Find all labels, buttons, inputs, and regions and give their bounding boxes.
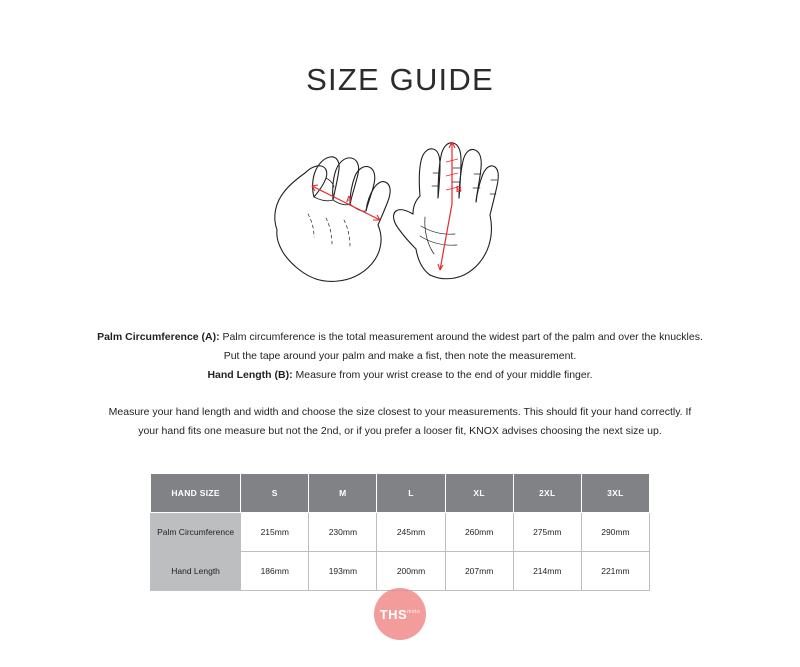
header-size-2xl: 2XL bbox=[513, 474, 581, 513]
palm-circumference-s: 215mm bbox=[241, 513, 309, 552]
hand-measurement-diagram bbox=[250, 118, 550, 313]
measurement-instructions bbox=[60, 328, 740, 385]
watermark-text-row bbox=[380, 608, 421, 621]
header-size-l: L bbox=[377, 474, 445, 513]
sizing-note-line-2: fits one measure but not the 2nd, or if you prefer a looser fit, KNOX advises choosing the next size up. bbox=[187, 425, 662, 437]
size-chart-header bbox=[151, 474, 650, 513]
instruction-line-palm bbox=[60, 328, 740, 347]
table-header-row bbox=[151, 474, 650, 513]
measurement-label-a: A bbox=[346, 195, 352, 204]
hand-length-m: 193mm bbox=[309, 552, 377, 591]
ths-moto-watermark bbox=[374, 588, 426, 640]
hand-length-xl: 207mm bbox=[445, 552, 513, 591]
palm-circumference-3xl: 290mm bbox=[581, 513, 649, 552]
measurement-line-b bbox=[438, 142, 458, 270]
instruction-label-length: Hand Length (B): bbox=[207, 369, 293, 381]
measurement-label-b: B bbox=[456, 185, 462, 194]
right-hand-illustration bbox=[394, 143, 499, 279]
instruction-line-tape: Put the tape around your palm and make a fist, then note the measurement. bbox=[223, 350, 577, 362]
sizing-note-line-1: Measure your hand length and width and choose the size closest to your measurements. This should fit your hand correctly. If your hand bbox=[108, 406, 692, 437]
watermark-main-text: THS bbox=[379, 606, 408, 622]
table-row bbox=[151, 513, 650, 552]
watermark-sub-text: moto bbox=[407, 608, 421, 615]
header-size-s: S bbox=[241, 474, 309, 513]
header-size-3xl: 3XL bbox=[581, 474, 649, 513]
header-size-xl: XL bbox=[445, 474, 513, 513]
header-hand-size: HAND SIZE bbox=[151, 474, 241, 513]
palm-circumference-m: 230mm bbox=[309, 513, 377, 552]
header-size-m: M bbox=[309, 474, 377, 513]
left-hand-illustration bbox=[275, 157, 390, 282]
palm-circumference-xl: 260mm bbox=[445, 513, 513, 552]
table-row bbox=[151, 552, 650, 591]
instruction-label-palm: Palm Circumference (A): bbox=[97, 331, 220, 343]
hand-length-2xl: 214mm bbox=[513, 552, 581, 591]
size-chart-table bbox=[150, 473, 650, 591]
palm-circumference-l: 245mm bbox=[377, 513, 445, 552]
instruction-text-length: Measure from your wrist crease to the end of your middle finger. bbox=[292, 369, 593, 381]
hand-length-l: 200mm bbox=[377, 552, 445, 591]
page-title: SIZE GUIDE bbox=[306, 62, 494, 97]
hand-length-s: 186mm bbox=[241, 552, 309, 591]
row-label-palm-circumference: Palm Circumference bbox=[151, 513, 241, 552]
instruction-text-palm: Palm circumference is the total measurement around the widest part of the palm and over the knuckles. bbox=[219, 331, 703, 343]
row-label-hand-length: Hand Length bbox=[151, 552, 241, 591]
size-chart-body bbox=[151, 513, 650, 591]
palm-circumference-2xl: 275mm bbox=[513, 513, 581, 552]
sizing-note bbox=[100, 403, 700, 441]
instruction-line-length bbox=[60, 366, 740, 385]
hand-length-3xl: 221mm bbox=[581, 552, 649, 591]
